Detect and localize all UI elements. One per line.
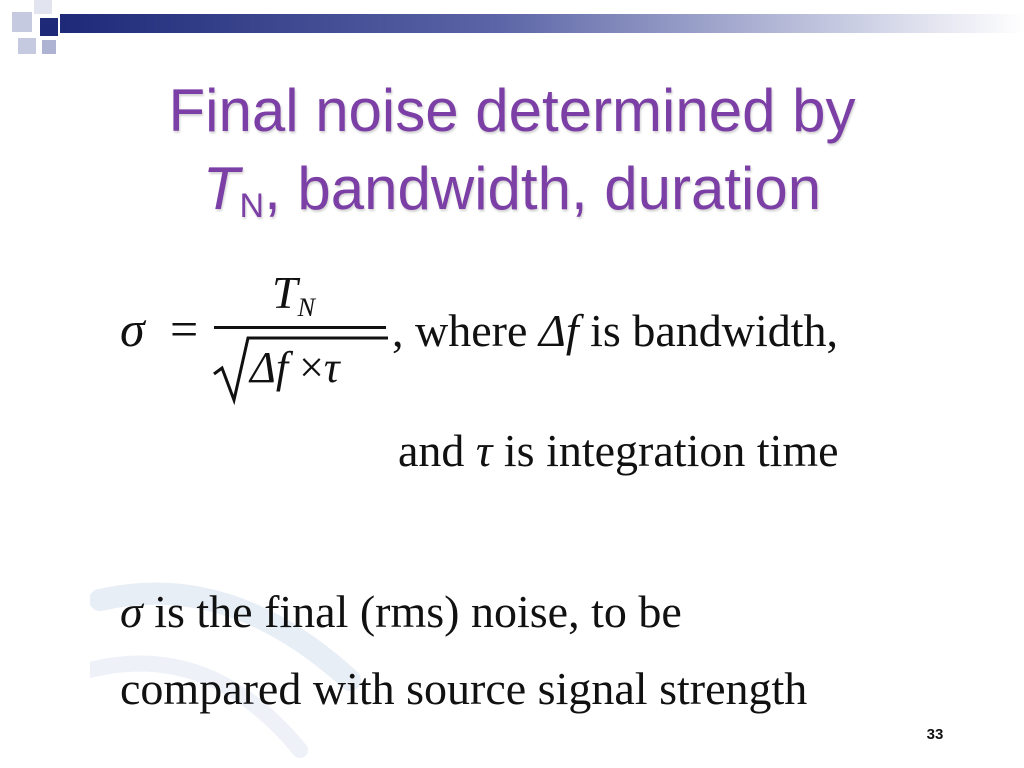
numerator-subscript: N	[297, 293, 315, 322]
decorative-gradient-bar	[60, 14, 1024, 33]
equation-equals: =	[170, 301, 199, 357]
equation-sigma: σ	[120, 301, 145, 357]
where-prefix: , where	[392, 305, 539, 356]
title-t-subscript: N	[239, 187, 265, 225]
equation-denominator	[250, 342, 340, 393]
explanation-line-2: compared with source signal strength	[120, 663, 808, 714]
explanation-line-1-text: is the final (rms) noise, to be	[142, 586, 682, 637]
decorative-square	[34, 0, 52, 14]
page-number: 33	[926, 726, 944, 743]
and-tau: τ	[475, 425, 493, 476]
decorative-square	[42, 40, 56, 54]
title-t-symbol: T	[202, 155, 240, 222]
equation-where-clause	[392, 304, 838, 357]
decorative-square	[12, 12, 32, 32]
integration-time-line	[398, 424, 839, 477]
decorative-square	[40, 18, 58, 36]
decorative-square	[18, 38, 36, 54]
denominator-delta-f: Δf	[250, 343, 289, 392]
and-prefix: and	[398, 425, 476, 476]
fraction-bar	[214, 326, 386, 329]
denominator-times: ×	[288, 343, 324, 392]
equation-numerator	[272, 266, 315, 323]
title-line-2	[0, 150, 1024, 245]
and-suffix: is integration time	[492, 425, 839, 476]
numerator-t: T	[272, 267, 298, 318]
slide-title	[0, 72, 1024, 245]
explanation-line-1	[120, 585, 682, 638]
title-line-2-text: , bandwidth, duration	[264, 155, 822, 222]
where-suffix: is bandwidth,	[578, 305, 839, 356]
title-line-1: Final noise determined by	[168, 77, 856, 144]
denominator-tau: τ	[323, 343, 340, 392]
where-delta-f: Δf	[538, 305, 579, 356]
explanation-sigma: σ	[120, 586, 143, 637]
